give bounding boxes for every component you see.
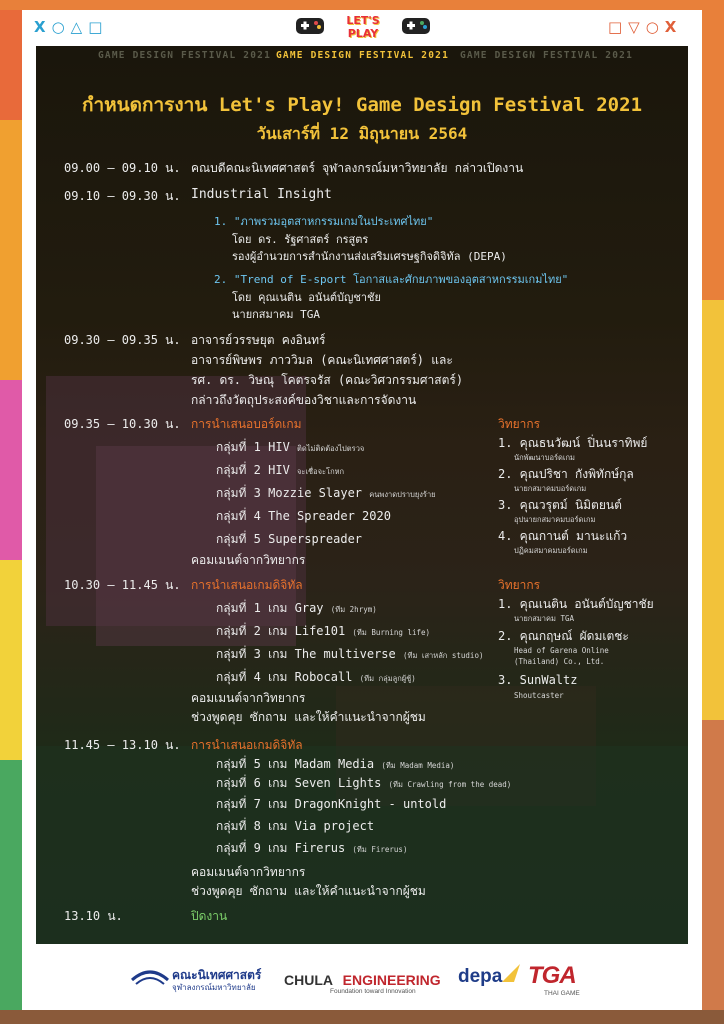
digital-qa-1: ช่วงพูดคุย ซักถาม และให้คำแนะนำจากผู้ชม: [191, 710, 426, 724]
digital-group-4-sub: (ทีม กลุ่มลูกผู้ชู้): [359, 674, 416, 683]
chula-engineering-logo: [284, 970, 441, 995]
industrial-insight: Industrial Insight: [191, 187, 332, 202]
event-date: วันเสาร์ที่ 12 มิถุนายน 2564: [256, 124, 468, 143]
digital-group-8: กลุ่มที่ 8 เกม Via project: [216, 819, 375, 833]
board-game-heading: การนำเสนอบอร์ดเกม: [191, 417, 302, 431]
digital-group-2-sub: (ทีม Burning life): [352, 628, 431, 637]
time-1310: 13.10 น.: [64, 909, 123, 923]
digital-speaker-3-role: Shoutcaster: [514, 691, 564, 700]
digital-qa-2: ช่วงพูดคุย ซักถาม และให้คำแนะนำจากผู้ชม: [191, 884, 426, 898]
digital-speaker-3: 3. SunWaltz: [498, 673, 578, 687]
pixel-border-right-low: [702, 720, 724, 1024]
digital-game-heading-1: การนำเสนอเกมดิจิทัล: [191, 578, 303, 592]
digital-comment-2: คอมเมนต์จากวิทยากร: [191, 865, 306, 879]
festival-banner-left: GAME DESIGN FESTIVAL 2021: [98, 50, 271, 61]
board-group-5: กลุ่มที่ 5 Superspreader: [216, 532, 363, 546]
board-group-1-sub: ติดไม่ติดต้องไปตรวจ: [297, 444, 365, 453]
board-speaker-1: 1. คุณธนวัฒน์ ปิ่นนราทิพย์: [498, 436, 648, 450]
pixel-border-top: [0, 0, 724, 10]
board-group-3-sub: คนพงาดปราบยุงร้าย: [369, 490, 436, 499]
digital-group-5: กลุ่มที่ 5 เกม Madam Media (ทีม Madam Media): [216, 757, 455, 771]
board-comment: คอมเมนต์จากวิทยากร: [191, 553, 306, 567]
board-group-3: กลุ่มที่ 3 Mozzie Slayer คนพงาดปราบยุงร้าย: [216, 486, 436, 500]
tga-text: TGA: [528, 962, 576, 989]
board-speaker-3-role: อุปนายกสมาคมบอร์ดเกม: [514, 515, 596, 524]
faculty-emblem-icon: [130, 966, 170, 990]
board-group-1: กลุ่มที่ 1 HIV ติดไม่ติดต้องไปตรวจ: [216, 440, 365, 454]
faculty-sub: จุฬาลงกรณ์มหาวิทยาลัย: [172, 983, 256, 992]
talk-1-title: 1. "ภาพรวมอุตสาหกรรมเกมในประเทศไทย": [214, 215, 434, 228]
tga-logo: [528, 962, 580, 997]
time-0900: 09.00 – 09.10 น.: [64, 161, 181, 175]
pixel-border-left-mid: [0, 120, 22, 380]
digital-group-1-sub: (ทีม 2hrym): [330, 605, 377, 614]
digital-group-7: กลุ่มที่ 7 เกม DragonKnight - untold: [216, 797, 447, 811]
festival-banner-right: GAME DESIGN FESTIVAL 2021: [460, 50, 633, 61]
pixel-border-left-yellow: [0, 560, 22, 760]
pixel-border-bottom: [0, 1010, 724, 1024]
lets-play-logo: [296, 12, 430, 42]
board-speaker-4: 4. คุณกานต์ มานะแก้ว: [498, 529, 628, 543]
time-0935: 09.35 – 10.30 น.: [64, 417, 181, 431]
festival-banner-center: GAME DESIGN FESTIVAL 2021: [276, 50, 449, 61]
digital-group-9-sub: (ทีม Firerus): [352, 845, 408, 854]
talk-2-title: 2. "Trend of E-sport โอกาสและศักยภาพของอุตสาหกรรมเกมไทย": [214, 273, 569, 286]
board-group-2-sub: จะเชื่อจะโกหก: [297, 467, 345, 476]
board-speaker-3: 3. คุณวรุตม์ นิมิตยนต์: [498, 498, 622, 512]
faculty-name: คณะนิเทศศาสตร์: [172, 968, 262, 982]
board-speaker-4-role: ปฏิคมสมาคมบอร์ดเกม: [514, 546, 588, 555]
digital-group-9: กลุ่มที่ 9 เกม Firerus (ทีม Firerus): [216, 841, 408, 855]
time-1145: 11.45 – 13.10 น.: [64, 738, 181, 752]
shape-symbols-left: X○△□: [34, 18, 109, 36]
shape-symbols-right: □▽○X: [608, 18, 683, 36]
pixel-border-right-mid: [702, 300, 724, 720]
digital-speaker-2-role-2: (Thailand) Co., Ltd.: [514, 657, 605, 666]
logo-text: LET'S PLAY: [346, 14, 380, 40]
time-0930: 09.30 – 09.35 น.: [64, 333, 181, 347]
pixel-border-left-green: [0, 760, 22, 1024]
digital-group-4: กลุ่มที่ 4 เกม Robocall (ทีม กลุ่มลูกผู้ชู้): [216, 670, 416, 684]
pixel-border-left-top: [0, 0, 22, 120]
digital-speaker-2: 2. คุณกฤษณ์ ผัดมเตชะ: [498, 629, 629, 643]
pixel-border-right-top: [702, 0, 724, 300]
tga-sub: THAI GAME: [544, 990, 580, 997]
board-group-4: กลุ่มที่ 4 The Spreader 2020: [216, 509, 391, 523]
depa-logo: [458, 966, 502, 988]
time-0910: 09.10 – 09.30 น.: [64, 189, 181, 203]
digital-speaker-2-role: Head of Garena Online: [514, 646, 609, 655]
digital-group-6: กลุ่มที่ 6 เกม Seven Lights (ทีม Crawling from the dead): [216, 776, 512, 790]
digital-speakers-heading: วิทยากร: [498, 578, 541, 592]
depa-arrow-icon: [502, 962, 522, 984]
digital-comment-1: คอมเมนต์จากวิทยากร: [191, 691, 306, 705]
chula-sub: Foundation toward Innovation: [330, 988, 416, 995]
digital-group-6-sub: (ทีม Crawling from the dead): [388, 780, 512, 789]
talk-2-speaker: โดย คุณเนติน อนันต์บัญชาชัย: [232, 291, 381, 304]
time-1030: 10.30 – 11.45 น.: [64, 578, 181, 592]
intro-line-1: อาจารย์วรรษยุต คงอินทร์: [191, 333, 326, 347]
board-speaker-2-role: นายกสมาคมบอร์ดเกม: [514, 484, 587, 493]
intro-line-2: อาจารย์พิษพร ภาววิมล (คณะนิเทศศาสตร์) และ: [191, 353, 453, 367]
schedule-panel: [36, 46, 688, 944]
talk-1-speaker: โดย ดร. รัฐศาสตร์ กรสูตร: [232, 233, 369, 246]
board-speaker-1-role: นักพัฒนาบอร์ดเกม: [514, 453, 575, 462]
board-group-2: กลุ่มที่ 2 HIV จะเชื่อจะโกหก: [216, 463, 345, 477]
digital-game-heading-2: การนำเสนอเกมดิจิทัล: [191, 738, 303, 752]
engineering-text: ENGINEERING: [342, 972, 441, 988]
talk-1-role: รองผู้อำนวยการสำนักงานส่งเสริมเศรษฐกิจดิจิทัล (DEPA): [232, 250, 507, 263]
closing-event: ปิดงาน: [191, 909, 228, 923]
digital-group-5-sub: (ทีม Madam Media): [381, 761, 455, 770]
digital-group-3: กลุ่มที่ 3 เกม The multiverse (ทีม เสาหลัก studio): [216, 647, 484, 661]
board-speakers-heading: วิทยากร: [498, 417, 541, 431]
digital-group-2: กลุ่มที่ 2 เกม Life101 (ทีม Burning life): [216, 624, 431, 638]
page-title: กำหนดการงาน Let's Play! Game Design Festival 2021: [81, 94, 643, 116]
digital-group-3-sub: (ทีม เสาหลัก studio): [403, 651, 484, 660]
digital-group-1: กลุ่มที่ 1 เกม Gray (ทีม 2hrym): [216, 601, 377, 615]
talk-2-role: นายกสมาคม TGA: [232, 308, 321, 321]
digital-speaker-1-role: นายกสมาคม TGA: [514, 614, 575, 623]
intro-line-3: รศ. ดร. วิษณุ โคตรจรัส (คณะวิศวกรรมศาสตร์): [191, 373, 464, 387]
depa-text: depa: [458, 966, 503, 987]
intro-line-4: กล่าวถึงวัตถุประสงค์ของวิชาและการจัดงาน: [191, 393, 417, 407]
board-speaker-2: 2. คุณปริชา กังพิทักษ์กุล: [498, 467, 634, 481]
pixel-border-left-pink: [0, 380, 22, 560]
opening-speech: คณบดีคณะนิเทศศาสตร์ จุฬาลงกรณ์มหาวิทยาลัย กล่าวเปิดงาน: [191, 161, 524, 175]
chula-text: CHULA: [284, 972, 333, 988]
digital-speaker-1: 1. คุณเนติน อนันต์บัญชาชัย: [498, 597, 654, 611]
